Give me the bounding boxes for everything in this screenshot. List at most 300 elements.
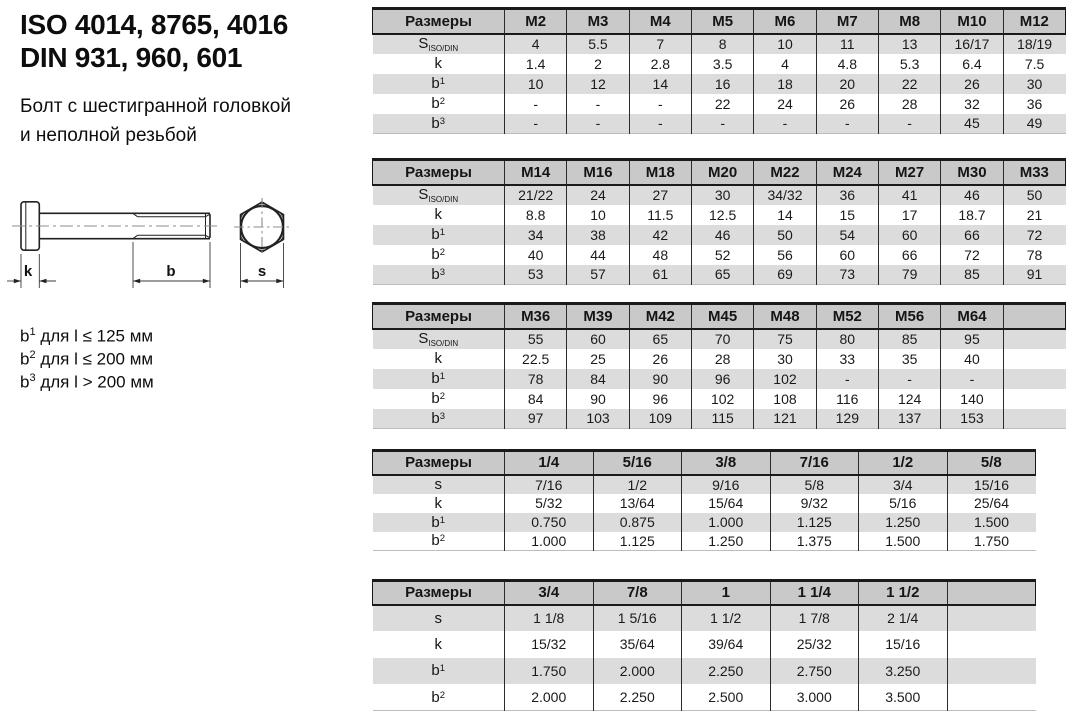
- value-cell: 6.4: [941, 54, 1003, 74]
- value-cell: 1.500: [859, 532, 948, 551]
- value-cell: 69: [754, 265, 816, 285]
- size-column-header: 1/4: [505, 451, 594, 475]
- value-cell: 8: [691, 34, 753, 54]
- page-title-iso: ISO 4014, 8765, 4016: [20, 9, 288, 40]
- size-column-header: M45: [691, 304, 753, 329]
- value-cell: 1.250: [682, 532, 771, 551]
- size-column-header: M27: [878, 160, 940, 185]
- value-cell: 10: [567, 205, 629, 225]
- table-row: [373, 94, 1066, 114]
- value-cell: 2.250: [593, 684, 682, 711]
- size-column-header: M24: [816, 160, 878, 185]
- table-row: [373, 265, 1066, 285]
- row-label: s: [434, 609, 442, 627]
- table-row: [373, 475, 1036, 494]
- empty-cell: [1003, 349, 1065, 369]
- size-column-header: M2: [505, 9, 567, 34]
- value-cell: 66: [878, 245, 940, 265]
- value-cell: 3.5: [691, 54, 753, 74]
- value-cell: 1 5/16: [593, 605, 682, 632]
- value-cell: 66: [941, 225, 1003, 245]
- value-cell: 1.000: [682, 513, 771, 532]
- value-cell: 84: [567, 369, 629, 389]
- value-cell: 50: [754, 225, 816, 245]
- size-column-header: M20: [691, 160, 753, 185]
- value-cell: 4: [754, 54, 816, 74]
- value-cell: 42: [629, 225, 691, 245]
- size-column-header: 7/8: [593, 581, 682, 605]
- value-cell: 3.000: [770, 684, 859, 711]
- value-cell: 115: [691, 409, 753, 429]
- table-row: [373, 329, 1066, 349]
- value-cell: 55: [505, 329, 567, 349]
- table-row: [373, 205, 1066, 225]
- table-row: [373, 54, 1066, 74]
- value-cell: 90: [629, 369, 691, 389]
- empty-cell: [947, 631, 1036, 658]
- value-cell: 11.5: [629, 205, 691, 225]
- value-cell: 90: [567, 389, 629, 409]
- header-row: [373, 581, 1036, 605]
- row-label: $b^2$: [431, 95, 446, 112]
- dim-label-b: b: [166, 263, 176, 280]
- value-cell: 22: [878, 74, 940, 94]
- value-cell: 60: [878, 225, 940, 245]
- value-cell: 4: [505, 34, 567, 54]
- value-cell: 7: [629, 34, 691, 54]
- value-cell: 70: [691, 329, 753, 349]
- header-row: [373, 9, 1066, 34]
- row-label: $b^1$: [431, 370, 446, 387]
- row-label: k: [434, 55, 442, 72]
- value-cell: 16: [691, 74, 753, 94]
- value-cell: 18.7: [941, 205, 1003, 225]
- value-cell: 1 1/2: [682, 605, 771, 632]
- thread-length-notes: [20, 323, 154, 392]
- value-cell: 56: [754, 245, 816, 265]
- value-cell: 26: [629, 349, 691, 369]
- size-column-header: M10: [941, 9, 1003, 34]
- value-cell: 5/8: [770, 475, 859, 494]
- value-cell: 17: [878, 205, 940, 225]
- empty-cell: [1003, 409, 1065, 429]
- value-cell: 50: [1003, 185, 1065, 205]
- value-cell: 9/16: [682, 475, 771, 494]
- value-cell: 11: [816, 34, 878, 54]
- value-cell: 5.3: [878, 54, 940, 74]
- value-cell: 34/32: [754, 185, 816, 205]
- value-cell: 35: [878, 349, 940, 369]
- size-column-header: M64: [941, 304, 1003, 329]
- value-cell: 5/16: [859, 494, 948, 513]
- row-label: $b^1$: [431, 662, 446, 680]
- value-cell: 1/2: [593, 475, 682, 494]
- dim-label-k: k: [23, 263, 33, 280]
- table-row: [373, 74, 1066, 94]
- corner-header: Размеры: [373, 581, 505, 605]
- table-row: [373, 185, 1066, 205]
- value-cell: 1.250: [859, 513, 948, 532]
- value-cell: 22.5: [505, 349, 567, 369]
- value-cell: 2.8: [629, 54, 691, 74]
- value-cell: -: [816, 114, 878, 134]
- value-cell: -: [878, 369, 940, 389]
- table-row: [373, 225, 1066, 245]
- row-label: k: [434, 635, 442, 653]
- value-cell: 97: [505, 409, 567, 429]
- value-cell: 121: [754, 409, 816, 429]
- dimension-k: [7, 254, 56, 288]
- value-cell: -: [629, 94, 691, 114]
- value-cell: 137: [878, 409, 940, 429]
- value-cell: 91: [1003, 265, 1065, 285]
- row-label: k: [434, 206, 442, 223]
- value-cell: 78: [1003, 245, 1065, 265]
- value-cell: 44: [567, 245, 629, 265]
- value-cell: 1.750: [947, 532, 1036, 551]
- empty-cell: [947, 605, 1036, 632]
- table-row: [373, 684, 1036, 711]
- value-cell: 38: [567, 225, 629, 245]
- value-cell: 153: [941, 409, 1003, 429]
- table-inch-threequarters-to-oneandhalf: [372, 579, 1036, 711]
- table-metric-m14-m33: [372, 158, 1066, 285]
- value-cell: 3.250: [859, 658, 948, 685]
- note-b1: $b^1$ для l ≤ 125 мм: [20, 326, 154, 346]
- table-row: [373, 605, 1036, 632]
- empty-column-header: [1003, 304, 1065, 329]
- value-cell: 7/16: [505, 475, 594, 494]
- empty-cell: [1003, 329, 1065, 349]
- value-cell: 1.500: [947, 513, 1036, 532]
- value-cell: 2.000: [505, 684, 594, 711]
- row-label: $S_{ISO/DIN}$: [418, 330, 459, 348]
- value-cell: 14: [629, 74, 691, 94]
- value-cell: 140: [941, 389, 1003, 409]
- value-cell: 34: [505, 225, 567, 245]
- value-cell: 1.4: [505, 54, 567, 74]
- value-cell: 1.000: [505, 532, 594, 551]
- value-cell: 48: [629, 245, 691, 265]
- size-column-header: M7: [816, 9, 878, 34]
- size-column-header: 7/16: [770, 451, 859, 475]
- value-cell: 10: [505, 74, 567, 94]
- page-title-din: DIN 931, 960, 601: [20, 42, 243, 73]
- value-cell: 85: [878, 329, 940, 349]
- value-cell: 25/32: [770, 631, 859, 658]
- row-label: $b^2$: [431, 246, 446, 263]
- value-cell: -: [505, 114, 567, 134]
- value-cell: 24: [754, 94, 816, 114]
- size-column-header: 5/16: [593, 451, 682, 475]
- value-cell: 78: [505, 369, 567, 389]
- value-cell: 8.8: [505, 205, 567, 225]
- value-cell: 25: [567, 349, 629, 369]
- value-cell: 46: [691, 225, 753, 245]
- title-block: [20, 8, 288, 74]
- size-column-header: M30: [941, 160, 1003, 185]
- value-cell: 39/64: [682, 631, 771, 658]
- value-cell: 1.375: [770, 532, 859, 551]
- dim-label-s: s: [257, 263, 267, 280]
- value-cell: 96: [629, 389, 691, 409]
- value-cell: 5.5: [567, 34, 629, 54]
- value-cell: 22: [691, 94, 753, 114]
- row-label: $b^1$: [431, 513, 446, 531]
- value-cell: 15/16: [947, 475, 1036, 494]
- size-column-header: 5/8: [947, 451, 1036, 475]
- table-metric-m36-m64: [372, 302, 1066, 429]
- empty-cell: [1003, 389, 1065, 409]
- size-column-header: 1 1/2: [859, 581, 948, 605]
- table-row: [373, 513, 1036, 532]
- table-inch-quarter-to-fiveeighths: [372, 449, 1036, 551]
- value-cell: 95: [941, 329, 1003, 349]
- value-cell: 2: [567, 54, 629, 74]
- value-cell: 53: [505, 265, 567, 285]
- row-label: $b^2$: [431, 532, 446, 550]
- value-cell: -: [505, 94, 567, 114]
- value-cell: 5/32: [505, 494, 594, 513]
- row-label: k: [434, 350, 442, 367]
- value-cell: 10: [754, 34, 816, 54]
- value-cell: 65: [691, 265, 753, 285]
- value-cell: 2.500: [682, 684, 771, 711]
- value-cell: -: [941, 369, 1003, 389]
- size-column-header: M52: [816, 304, 878, 329]
- value-cell: 72: [1003, 225, 1065, 245]
- row-label: s: [434, 476, 442, 493]
- value-cell: 2.750: [770, 658, 859, 685]
- corner-header: Размеры: [373, 304, 505, 329]
- row-label: $b^3$: [431, 114, 446, 132]
- table-row: [373, 409, 1066, 429]
- bolt-technical-drawing: [0, 195, 320, 295]
- value-cell: 0.750: [505, 513, 594, 532]
- value-cell: 24: [567, 185, 629, 205]
- row-label: $S_{ISO/DIN}$: [418, 186, 459, 204]
- value-cell: 49: [1003, 114, 1065, 134]
- row-label: $b^3$: [431, 409, 446, 427]
- dimension-b: [133, 242, 210, 288]
- corner-header: Размеры: [373, 160, 505, 185]
- size-column-header: M56: [878, 304, 940, 329]
- value-cell: 3/4: [859, 475, 948, 494]
- size-column-header: M22: [754, 160, 816, 185]
- page-subtitle: [20, 92, 291, 150]
- value-cell: 28: [878, 94, 940, 114]
- value-cell: 30: [754, 349, 816, 369]
- value-cell: 30: [1003, 74, 1065, 94]
- bolt-hex-view: [234, 198, 290, 256]
- value-cell: 54: [816, 225, 878, 245]
- value-cell: 27: [629, 185, 691, 205]
- value-cell: 57: [567, 265, 629, 285]
- subtitle-line-2: и неполной резьбой: [20, 125, 197, 146]
- value-cell: 13: [878, 34, 940, 54]
- value-cell: 35/64: [593, 631, 682, 658]
- size-column-header: M5: [691, 9, 753, 34]
- value-cell: -: [754, 114, 816, 134]
- header-row: [373, 451, 1036, 475]
- size-column-header: 3/8: [682, 451, 771, 475]
- row-label: k: [434, 494, 442, 512]
- value-cell: 7.5: [1003, 54, 1065, 74]
- size-column-header: 1/2: [859, 451, 948, 475]
- size-column-header: M36: [505, 304, 567, 329]
- header-row: [373, 304, 1066, 329]
- value-cell: -: [691, 114, 753, 134]
- table-row: [373, 349, 1066, 369]
- row-label: $b^2$: [431, 390, 446, 407]
- value-cell: 1.125: [770, 513, 859, 532]
- value-cell: 26: [816, 94, 878, 114]
- table-row: [373, 114, 1066, 134]
- value-cell: 1.750: [505, 658, 594, 685]
- value-cell: 3.500: [859, 684, 948, 711]
- size-column-header: 1: [682, 581, 771, 605]
- size-column-header: 1 1/4: [770, 581, 859, 605]
- value-cell: 25/64: [947, 494, 1036, 513]
- value-cell: 20: [816, 74, 878, 94]
- corner-header: Размеры: [373, 451, 505, 475]
- value-cell: 12: [567, 74, 629, 94]
- value-cell: 85: [941, 265, 1003, 285]
- size-column-header: M48: [754, 304, 816, 329]
- value-cell: 72: [941, 245, 1003, 265]
- empty-column-header: [947, 581, 1036, 605]
- value-cell: 36: [816, 185, 878, 205]
- value-cell: 45: [941, 114, 1003, 134]
- value-cell: 41: [878, 185, 940, 205]
- value-cell: 33: [816, 349, 878, 369]
- value-cell: 116: [816, 389, 878, 409]
- size-column-header: 3/4: [505, 581, 594, 605]
- note-b2: $b^2$ для l ≤ 200 мм: [20, 349, 154, 369]
- value-cell: 21/22: [505, 185, 567, 205]
- value-cell: 15: [816, 205, 878, 225]
- row-label: $b^2$: [431, 688, 446, 706]
- empty-cell: [1003, 369, 1065, 389]
- note-b3: $b^3$ для l > 200 мм: [20, 372, 154, 392]
- value-cell: 28: [691, 349, 753, 369]
- size-column-header: M14: [505, 160, 567, 185]
- value-cell: 84: [505, 389, 567, 409]
- value-cell: 129: [816, 409, 878, 429]
- value-cell: -: [878, 114, 940, 134]
- table-row: [373, 245, 1066, 265]
- empty-cell: [947, 658, 1036, 685]
- value-cell: 46: [941, 185, 1003, 205]
- row-label: $b^1$: [431, 75, 446, 92]
- value-cell: 4.8: [816, 54, 878, 74]
- value-cell: 109: [629, 409, 691, 429]
- value-cell: 52: [691, 245, 753, 265]
- size-column-header: M8: [878, 9, 940, 34]
- size-column-header: M4: [629, 9, 691, 34]
- table-row: [373, 34, 1066, 54]
- value-cell: 36: [1003, 94, 1065, 114]
- value-cell: 61: [629, 265, 691, 285]
- value-cell: 124: [878, 389, 940, 409]
- value-cell: 102: [754, 369, 816, 389]
- table-row: [373, 631, 1036, 658]
- value-cell: 2 1/4: [859, 605, 948, 632]
- value-cell: -: [567, 94, 629, 114]
- row-label: $b^3$: [431, 265, 446, 283]
- value-cell: 21: [1003, 205, 1065, 225]
- row-label: $S_{ISO/DIN}$: [418, 35, 459, 53]
- value-cell: 60: [567, 329, 629, 349]
- value-cell: -: [567, 114, 629, 134]
- size-column-header: M33: [1003, 160, 1065, 185]
- table-metric-m2-m12: [372, 7, 1066, 134]
- value-cell: 96: [691, 369, 753, 389]
- value-cell: -: [816, 369, 878, 389]
- value-cell: 26: [941, 74, 1003, 94]
- value-cell: 15/64: [682, 494, 771, 513]
- size-column-header: M12: [1003, 9, 1065, 34]
- table-row: [373, 494, 1036, 513]
- value-cell: 12.5: [691, 205, 753, 225]
- table-row: [373, 369, 1066, 389]
- value-cell: 0.875: [593, 513, 682, 532]
- value-cell: 18: [754, 74, 816, 94]
- value-cell: 79: [878, 265, 940, 285]
- value-cell: 73: [816, 265, 878, 285]
- size-column-header: M6: [754, 9, 816, 34]
- value-cell: 18/19: [1003, 34, 1065, 54]
- value-cell: 16/17: [941, 34, 1003, 54]
- value-cell: 2.000: [593, 658, 682, 685]
- value-cell: 1 7/8: [770, 605, 859, 632]
- value-cell: 75: [754, 329, 816, 349]
- value-cell: 40: [941, 349, 1003, 369]
- size-column-header: M42: [629, 304, 691, 329]
- table-row: [373, 658, 1036, 685]
- value-cell: 14: [754, 205, 816, 225]
- value-cell: -: [629, 114, 691, 134]
- empty-cell: [947, 684, 1036, 711]
- size-column-header: M16: [567, 160, 629, 185]
- table-row: [373, 532, 1036, 551]
- size-column-header: M18: [629, 160, 691, 185]
- value-cell: 108: [754, 389, 816, 409]
- value-cell: 15/32: [505, 631, 594, 658]
- subtitle-line-1: Болт с шестигранной головкой: [20, 96, 291, 117]
- value-cell: 32: [941, 94, 1003, 114]
- value-cell: 9/32: [770, 494, 859, 513]
- header-row: [373, 160, 1066, 185]
- value-cell: 1.125: [593, 532, 682, 551]
- value-cell: 80: [816, 329, 878, 349]
- value-cell: 65: [629, 329, 691, 349]
- value-cell: 1 1/8: [505, 605, 594, 632]
- row-label: $b^1$: [431, 226, 446, 243]
- value-cell: 13/64: [593, 494, 682, 513]
- value-cell: 102: [691, 389, 753, 409]
- value-cell: 40: [505, 245, 567, 265]
- value-cell: 2.250: [682, 658, 771, 685]
- value-cell: 15/16: [859, 631, 948, 658]
- corner-header: Размеры: [373, 9, 505, 34]
- value-cell: 30: [691, 185, 753, 205]
- table-row: [373, 389, 1066, 409]
- size-column-header: M39: [567, 304, 629, 329]
- value-cell: 60: [816, 245, 878, 265]
- value-cell: 103: [567, 409, 629, 429]
- size-column-header: M3: [567, 9, 629, 34]
